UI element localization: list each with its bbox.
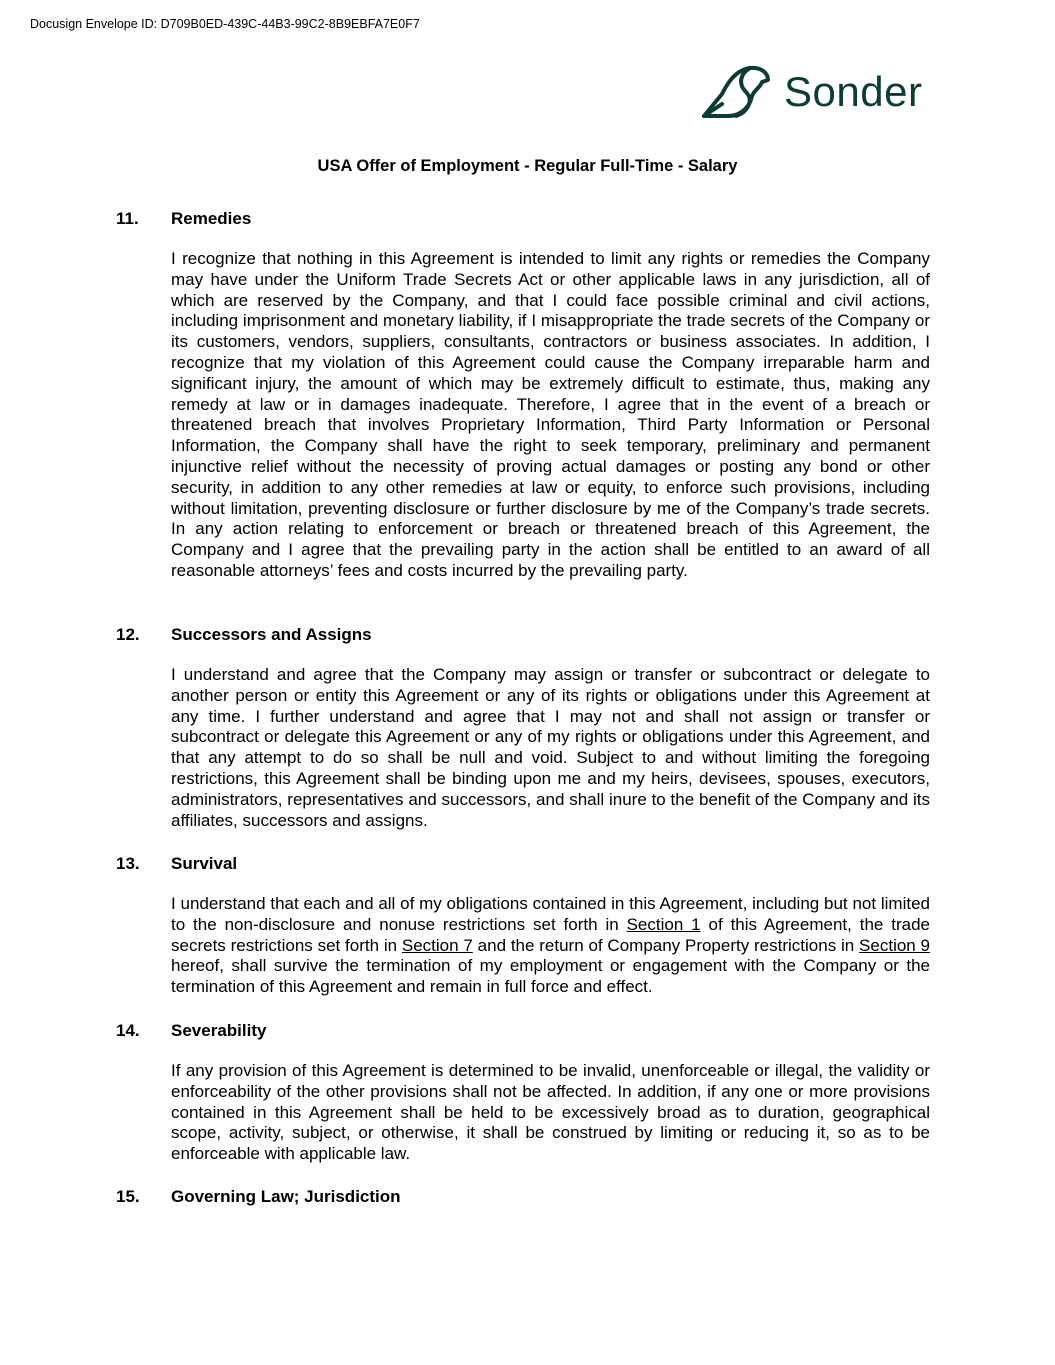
section-body: I recognize that nothing in this Agreement is intended to limit any rights or remedies the Company may have under the Uniform Trade Secrets Act or other applicable laws in any jurisdiction, all of which are reserved by the Company, and that I could face possible criminal and civil actions, including imprisonment and monetary liability, if I misappropriate the trade secrets of the Company or its customers, vendors, suppliers, consultants, contractors or business associates. In addition, I recognize that my violation of this Agreement could cause the Company irreparable harm and significant injury, the amount of which may be extremely difficult to estimate, thus, making any remedy at law or in damages inadequate. Therefore, I agree that in the event of a breach or threatened breach that involves Proprietary Information, Third Party Information or Personal Information, the Company shall have the right to seek temporary, preliminary and permanent injunctive relief without the necessity of proving actual damages or posting any bond or other security, in addition to any other remedies at law or equity, to enforce such provisions, including without limitation, preventing disclosure or further disclosure by me of the Company’s trade secrets. In any action relating to enforcement or breach or threatened breach of this Agreement, the Company and I agree that the prevailing party in the action shall be entitled to an award of all reasonable attorneys’ fees and costs incurred by the prevailing party. <box>171 249 930 580</box>
section-remedies <box>116 208 930 582</box>
section-heading: Severability <box>171 1021 267 1040</box>
section-number: 12. <box>116 625 140 644</box>
envelope-id: Docusign Envelope ID: D709B0ED-439C-44B3-99C2-8B9EBFA7E0F7 <box>30 17 420 31</box>
logo-text: Sonder <box>784 68 923 115</box>
section-body: If any provision of this Agreement is determined to be invalid, unenforceable or illegal, the validity or enforceability of the other provisions shall not be affected. In addition, if any one or more provisions contained in this Agreement shall be held to be excessively broad as to duration, geographical scope, activity, subject, or otherwise, it shall be construed by limiting or reducing it, so as to be enforceable with applicable law. <box>171 1061 930 1164</box>
section-number: 11. <box>116 209 139 228</box>
section-severability <box>116 1020 930 1165</box>
section-number: 13. <box>116 854 140 873</box>
section-heading: Survival <box>171 854 238 873</box>
section-number: 14. <box>116 1021 140 1040</box>
section-7-link[interactable]: Section 7 <box>401 935 473 955</box>
section-heading: Governing Law; Jurisdiction <box>171 1187 401 1206</box>
body-text: and the return of Company Property restrictions in <box>472 935 860 955</box>
section-heading: Successors and Assigns <box>171 625 372 644</box>
body-text: hereof, shall survive the termination of my employment or engagement with the Company or the termination of this Agreement and remain in full force and effect. <box>171 956 930 997</box>
section-governing-law <box>116 1186 930 1207</box>
section-body: I understand and agree that the Company may assign or transfer or subcontract or delegate to another person or entity this Agreement or any of its rights or obligations under this Agreement at any time. I further understand and agree that I may not and shall not assign or transfer or subcontract or delegate this Agreement or any of my rights or obligations under this Agreement, and that any attempt to do so shall be null and void. Subject to and without limiting the foregoing restrictions, this Agreement shall be binding upon me and my heirs, devisees, spouses, executors, administrators, representatives and successors, and shall inure to the benefit of the Company and its affiliates, successors and assigns. <box>171 665 930 830</box>
document-title: USA Offer of Employment - Regular Full-Time - Salary <box>317 157 738 175</box>
section-body <box>171 894 930 998</box>
section-survival <box>116 853 930 998</box>
body-text: of this Agreement, the trade secrets restrictions set forth in <box>171 914 930 955</box>
section-heading: Remedies <box>171 209 252 228</box>
section-number: 15. <box>116 1187 140 1206</box>
body-text: I understand that each and all of my obligations contained in this Agreement, including but not limited to the non-disclosure and nonuse restrictions set forth in <box>171 894 930 934</box>
section-successors-assigns <box>116 624 930 831</box>
sonder-logo <box>702 64 922 120</box>
section-9-link[interactable]: Section 9 <box>859 935 931 955</box>
bird-logo-icon <box>702 64 772 120</box>
section-1-link[interactable]: Section 1 <box>626 914 701 934</box>
